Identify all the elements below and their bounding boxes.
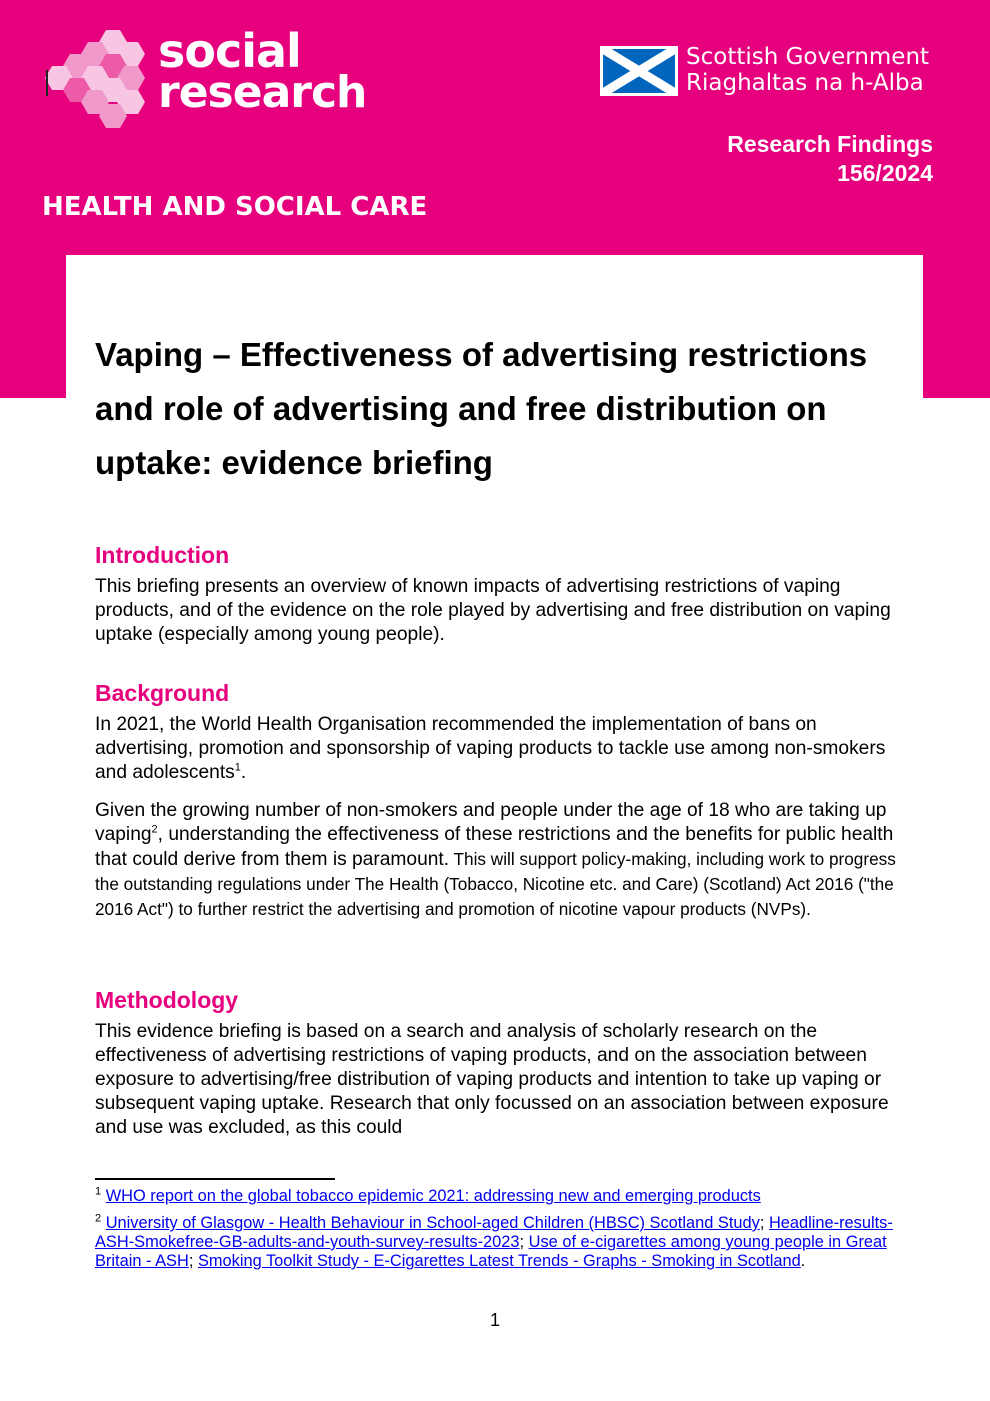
footnote-2-number: 2 [95,1212,102,1225]
footnote-separator: ; [519,1233,525,1251]
footnote-separator: ; [759,1214,765,1232]
research-findings-label [727,130,933,188]
document-title: Vaping – Effectiveness of advertising restrictions and role of advertising and free distribution on uptake: evidence briefing [95,336,868,481]
methodology-section [95,986,905,1154]
background-p2-b: , understanding the effectiveness of these restrictions and the benefits for public health that could derive from them is paramount. [95,824,894,870]
footnote-2-link-smoking-toolkit[interactable]: Smoking Toolkit Study - E-Cigarettes Latest Trends - Graphs - Smoking in Scotland [197,1252,801,1270]
footnote-2-link-ash-ecig[interactable]: Use of e-cigarettes among young people in Great Britain - ASH [95,1233,887,1270]
saltire-flag-icon [600,46,678,96]
background-p1-text: In 2021, the World Health Organisation recommended the implementation of bans on advertising, promotion and sponsorship of vaping products to tackle use among non-smokers and adolescents [95,714,886,783]
footnote-1-number: 1 [95,1185,102,1198]
social-research-logo [158,24,367,118]
footnote-divider [95,1178,335,1180]
footnote-ref-2[interactable]: 2 [151,823,158,836]
footnote-end: . [800,1252,806,1270]
footnote-ref-1[interactable]: 1 [234,761,241,774]
introduction-text: This briefing presents an overview of known impacts of advertising restrictions of vaping products, and of the evidence on the role played by advertising and free distribution on vaping uptake (especially among young people). [95,576,891,645]
introduction-heading: Introduction [95,542,230,568]
gov-name-gaelic: Riaghaltas na h-Alba [686,70,924,96]
footnote-2-link-ash-survey[interactable]: Headline-results-ASH-Smokefree-GB-adults-and-youth-survey-results-2023 [95,1214,893,1251]
background-p2-a: Given the growing number of non-smokers and people under the age of 18 who are taking up vaping [95,800,887,845]
footnotes [95,1187,905,1279]
background-paragraph-1 [95,713,905,785]
background-p1-end: . [240,762,247,783]
logo-line-1: social [158,24,301,78]
findings-title: Research Findings [727,131,933,157]
background-section [95,679,905,936]
page-number: 1 [489,1310,500,1330]
background-heading: Background [95,680,230,706]
methodology-heading: Methodology [95,987,239,1013]
scottish-government-logo [686,44,929,96]
findings-number: 156/2024 [837,160,933,186]
footnote-separator: ; [188,1252,194,1270]
logo-line-2: research [158,67,367,118]
footnote-2 [95,1214,905,1271]
gov-name-english: Scottish Government [686,44,930,70]
text-cursor [46,70,48,96]
subject-category: HEALTH AND SOCIAL CARE [42,192,428,222]
footnote-2-link-hbsc[interactable]: University of Glasgow - Health Behaviour in School-aged Children (HBSC) Scotland Study [105,1214,760,1232]
methodology-text: This evidence briefing is based on a search and analysis of scholarly research on the effectiveness of advertising restrictions of vaping products, and on the association between exposure to advertising/free distribution of vaping products and intention to take up vaping or subsequent vaping uptake. Research that only focussed on an association between exposure and use was excluded, as this could [95,1021,889,1138]
background-p2-c: This will support policy-making, including work to progress the outstanding regulations under The Health (Tobacco, Nicotine etc. and Care) (Scotland) Act 2016 ("the 2016 Act") to further restrict the advertising and promotion of nicotine vapour products (NVPs). [95,849,896,919]
hexagon-logo-icon [44,26,154,136]
introduction-section [95,541,905,661]
background-paragraph-2 [95,799,905,922]
footnote-1-link[interactable]: WHO report on the global tobacco epidemic 2021: addressing new and emerging products [105,1187,761,1205]
footnote-1 [95,1187,905,1206]
